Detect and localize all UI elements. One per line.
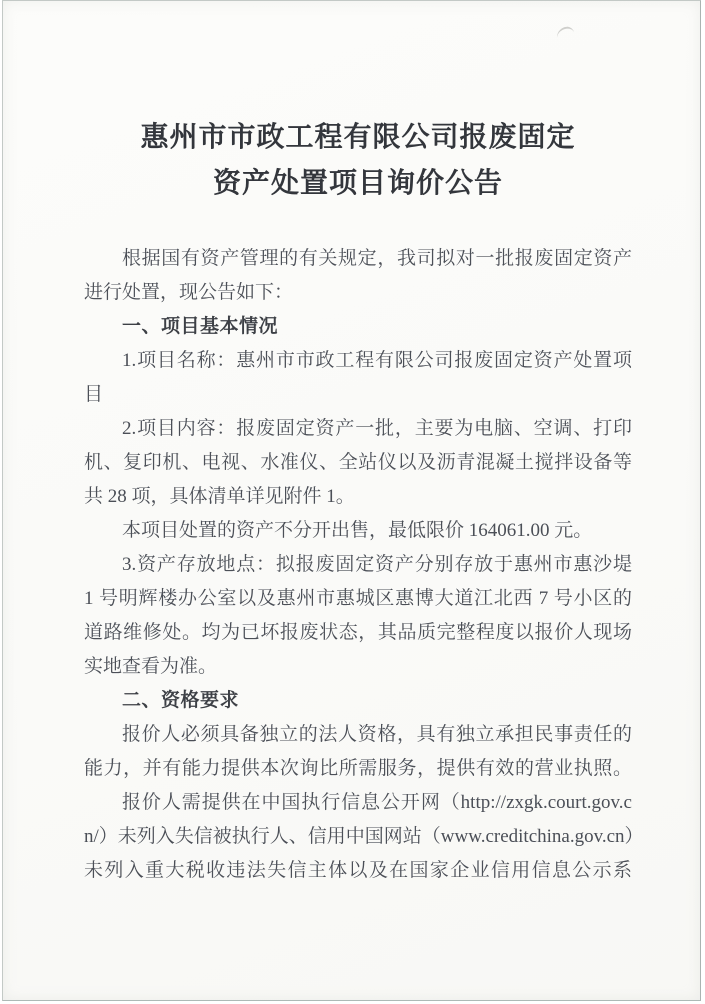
document-title (84, 115, 632, 207)
doc-line-location-3: 道路维修处。均为已坏报废状态，其品质完整程度以报价人现场 (84, 622, 632, 643)
doc-line-credit-2: n/）未列入失信被执行人、信用中国网站（www.creditchina.gov.cn） (84, 826, 644, 847)
doc-line-content-3: 共 28 项，具体清单详见附件 1。 (84, 486, 355, 507)
doc-line-credit-3: 未列入重大税收违法失信主体以及在国家企业信用信息公示系 (84, 860, 632, 881)
pen-scratch-mark (555, 26, 575, 40)
doc-line-location-1: 3.资产存放地点：拟报废固定资产分别存放于惠州市惠沙堤 (122, 554, 632, 575)
doc-line-intro-1: 根据国有资产管理的有关规定，我司拟对一批报废固定资产 (122, 248, 632, 269)
document-title-line-2: 资产处置项目询价公告 (212, 168, 503, 199)
document-title-line-1: 惠州市市政工程有限公司报废固定 (140, 122, 576, 153)
doc-line-content-1: 2.项目内容：报废固定资产一批，主要为电脑、空调、打印 (122, 418, 632, 439)
doc-line-min-price: 本项目处置的资产不分开出售，最低限价 164061.00 元。 (122, 520, 593, 541)
section-heading-1: 一、项目基本情况 (122, 316, 279, 337)
doc-line-content-2: 机、复印机、电视、水准仪、全站仪以及沥青混凝土搅拌设备等 (84, 452, 632, 473)
doc-line-credit-1: 报价人需提供在中国执行信息公开网（http://zxgk.court.gov.c (122, 792, 632, 813)
doc-line-intro-2: 进行处置，现公告如下： (84, 282, 294, 303)
doc-line-location-2: 1 号明辉楼办公室以及惠州市惠城区惠博大道江北西 7 号小区的 (84, 588, 632, 609)
document-body (84, 242, 644, 888)
doc-line-location-4: 实地查看为准。 (84, 656, 218, 677)
doc-line-qualify-2: 能力，并有能力提供本次询比所需服务，提供有效的营业执照。 (84, 758, 632, 779)
doc-line-project-name-1: 1.项目名称：惠州市市政工程有限公司报废固定资产处置项 (122, 350, 632, 371)
scanned-page (2, 0, 701, 1001)
section-heading-2: 二、资格要求 (122, 690, 240, 711)
doc-line-project-name-2: 目 (84, 384, 104, 405)
doc-line-qualify-1: 报价人必须具备独立的法人资格，具有独立承担民事责任的 (122, 724, 632, 745)
